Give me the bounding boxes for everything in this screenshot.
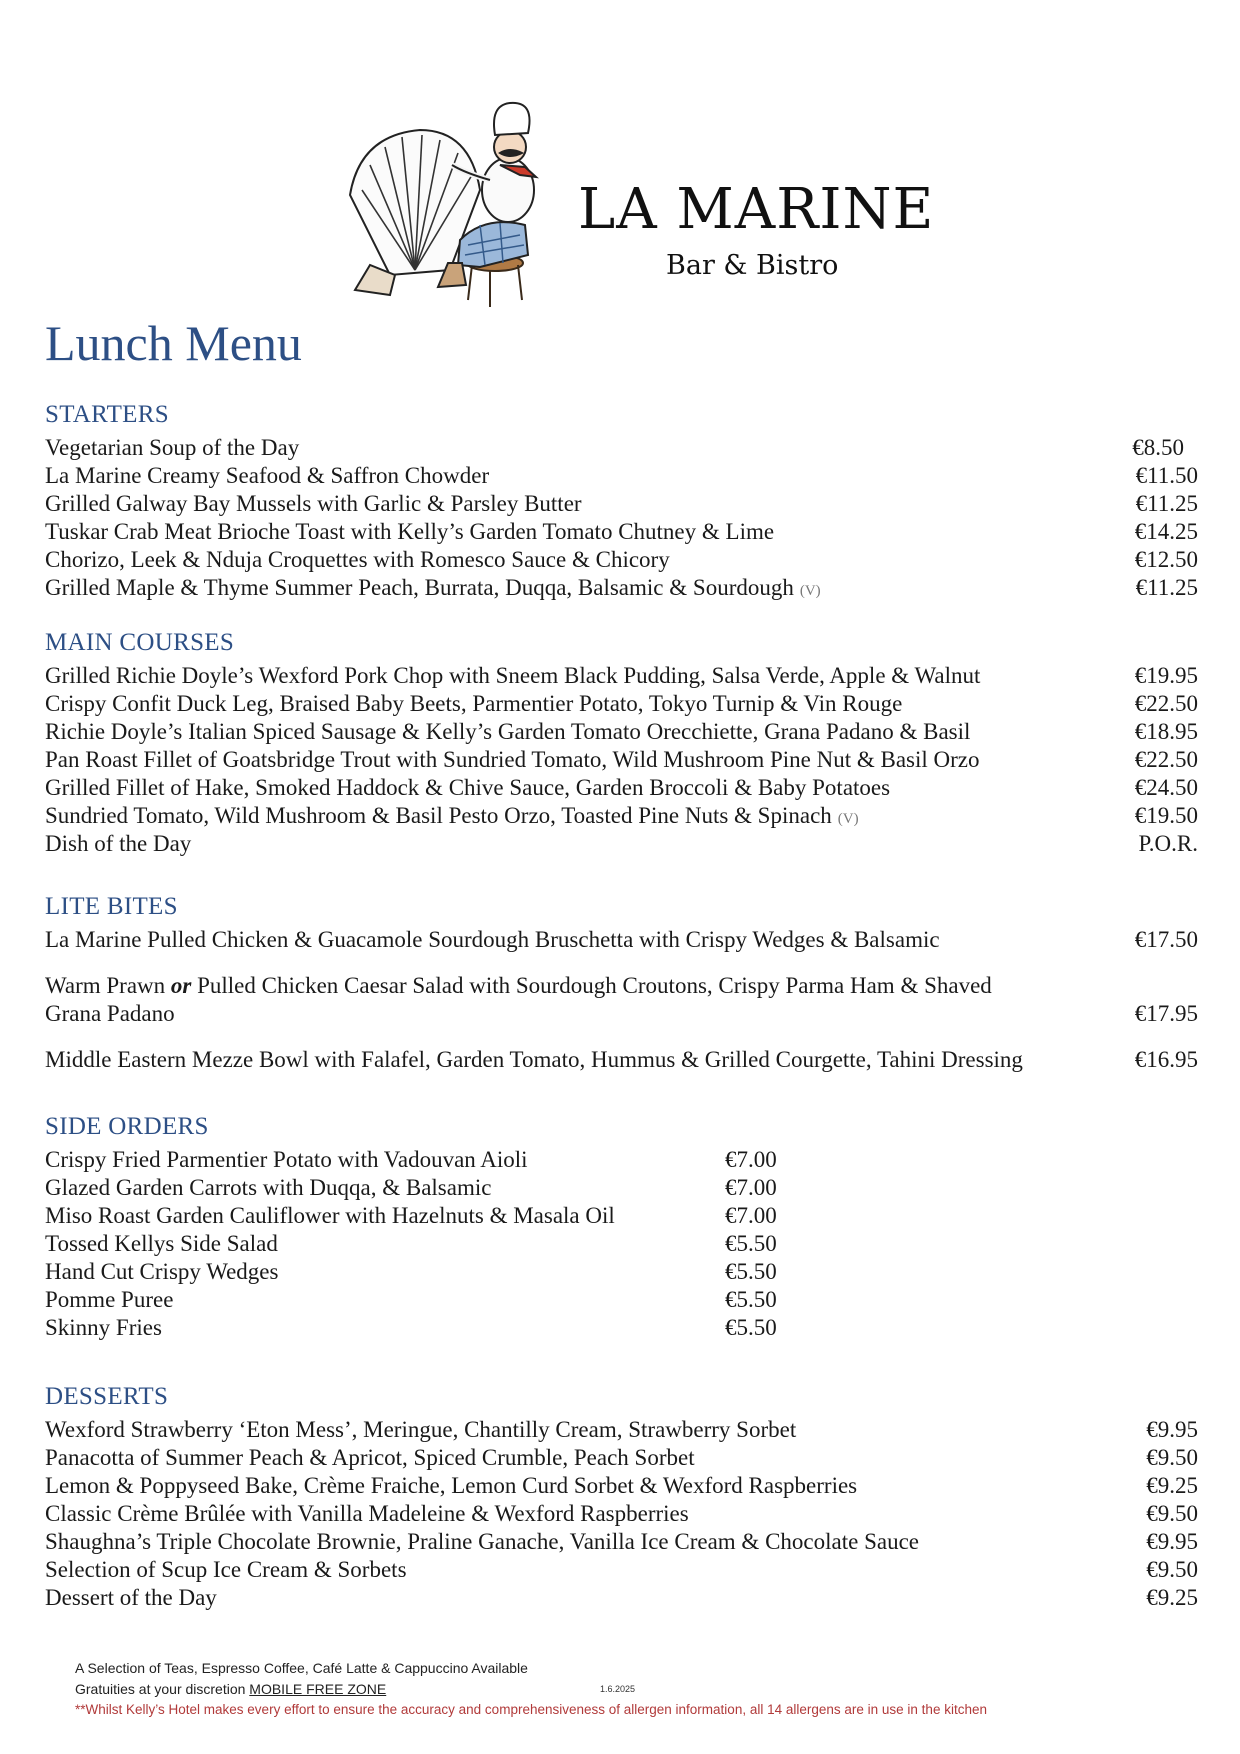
footer-gratuities	[75, 1682, 386, 1696]
menu-item	[45, 1174, 785, 1202]
menu-item	[45, 802, 1198, 830]
menu-item	[45, 574, 1198, 602]
menu-item	[45, 462, 1198, 490]
item-price: €22.50	[1134, 691, 1198, 716]
menu-item	[45, 546, 1198, 574]
item-name: Crispy Confit Duck Leg, Braised Baby Beets, Parmentier Potato, Tokyo Turnip & Vin Rouge	[45, 691, 903, 716]
menu-item	[45, 1444, 1198, 1472]
item-name-text: Grilled Maple & Thyme Summer Peach, Burrata, Duqqa, Balsamic & Sourdough	[45, 575, 794, 600]
item-name: Dessert of the Day	[45, 1585, 217, 1610]
footer-date: 1.6.2025	[600, 1684, 636, 1694]
menu-item	[45, 690, 1198, 718]
mobile-free-zone: MOBILE FREE ZONE	[249, 1681, 387, 1697]
item-price: €5.50	[725, 1315, 777, 1340]
item-price: €9.95	[1146, 1417, 1198, 1442]
menu-item	[45, 434, 1198, 462]
menu-item	[45, 830, 1198, 858]
item-price: €18.95	[1134, 719, 1198, 744]
allergen-notice: **Whilst Kelly’s Hotel makes every effort to ensure the accuracy and comprehensiveness of allergen information, all 14 allergens are in use in the kitchen	[75, 1702, 987, 1717]
item-name: Pomme Puree	[45, 1287, 174, 1312]
item-name-line-1	[45, 972, 1198, 1000]
item-name: Panacotta of Summer Peach & Apricot, Spiced Crumble, Peach Sorbet	[45, 1445, 695, 1470]
menu-item	[45, 662, 1198, 690]
item-name-line-2	[45, 1000, 1198, 1028]
item-price: €5.50	[725, 1231, 777, 1256]
menu-item	[45, 1230, 785, 1258]
item-name: La Marine Creamy Seafood & Saffron Chowder	[45, 463, 490, 488]
item-name: Skinny Fries	[45, 1315, 162, 1340]
item-price: €5.50	[725, 1287, 777, 1312]
item-price: P.O.R.	[1138, 831, 1198, 856]
item-name: Selection of Scup Ice Cream & Sorbets	[45, 1557, 407, 1582]
vegetarian-tag: (V)	[837, 811, 859, 827]
brand-name: LA MARINE	[578, 177, 935, 242]
menu-item	[45, 774, 1198, 802]
menu-item	[45, 1258, 785, 1286]
item-price: €7.00	[725, 1203, 777, 1228]
item-price: €9.50	[1146, 1501, 1198, 1526]
item-name	[45, 802, 859, 833]
item-name-part: Warm Prawn	[45, 973, 171, 998]
item-name: Classic Crème Brûlée with Vanilla Madeleine & Wexford Raspberries	[45, 1501, 689, 1526]
item-price: €8.50	[1132, 435, 1184, 460]
item-name: Pan Roast Fillet of Goatsbridge Trout with Sundried Tomato, Wild Mushroom Pine Nut & Basil Orzo	[45, 747, 980, 772]
item-price: €19.50	[1134, 803, 1198, 828]
item-name: Hand Cut Crispy Wedges	[45, 1259, 279, 1284]
menu-item	[45, 1500, 1198, 1528]
item-price: €9.95	[1146, 1529, 1198, 1554]
item-name: Middle Eastern Mezze Bowl with Falafel, Garden Tomato, Hummus & Grilled Courgette, Tahini Dressing	[45, 1047, 1023, 1072]
item-name	[45, 574, 821, 605]
brand-subtitle: Bar & Bistro	[666, 250, 839, 281]
item-price: €19.95	[1134, 663, 1198, 688]
menu-item	[45, 1584, 1198, 1612]
menu-item	[45, 1528, 1198, 1556]
item-name-part: Pulled Chicken Caesar Salad with Sourdough Croutons, Crispy Parma Ham & Shaved	[191, 973, 992, 998]
footer-beverages: A Selection of Teas, Espresso Coffee, Café Latte & Cappuccino Available	[75, 1660, 528, 1676]
item-name: Grilled Fillet of Hake, Smoked Haddock & Chive Sauce, Garden Broccoli & Baby Potatoes	[45, 775, 891, 800]
menu-item	[45, 1046, 1198, 1074]
item-name-text: Sundried Tomato, Wild Mushroom & Basil Pesto Orzo, Toasted Pine Nuts & Spinach	[45, 803, 832, 828]
item-price: €11.50	[1135, 463, 1198, 488]
item-name: Dish of the Day	[45, 831, 192, 856]
item-name: Glazed Garden Carrots with Duqqa, & Balsamic	[45, 1175, 492, 1200]
menu-item	[45, 718, 1198, 746]
menu-item	[45, 1286, 785, 1314]
item-name: Crispy Fried Parmentier Potato with Vadouvan Aioli	[45, 1147, 528, 1172]
item-price: €22.50	[1134, 747, 1198, 772]
menu-item	[45, 518, 1198, 546]
item-name: Tossed Kellys Side Salad	[45, 1231, 278, 1256]
item-price: €7.00	[725, 1147, 777, 1172]
item-name: Grilled Galway Bay Mussels with Garlic & Parsley Butter	[45, 491, 582, 516]
section-heading-side-orders: SIDE ORDERS	[45, 1113, 209, 1140]
item-price: €11.25	[1135, 491, 1198, 516]
menu-item	[45, 1314, 785, 1342]
item-name: Wexford Strawberry ‘Eton Mess’, Meringue, Chantilly Cream, Strawberry Sorbet	[45, 1417, 797, 1442]
item-name: Miso Roast Garden Cauliflower with Hazelnuts & Masala Oil	[45, 1203, 615, 1228]
menu-item	[45, 1416, 1198, 1444]
menu-title: Lunch Menu	[45, 315, 302, 371]
item-price: €5.50	[725, 1259, 777, 1284]
menu-item	[45, 1472, 1198, 1500]
menu-item	[45, 490, 1198, 518]
item-name: Lemon & Poppyseed Bake, Crème Fraiche, Lemon Curd Sorbet & Wexford Raspberries	[45, 1473, 858, 1498]
item-price: €9.25	[1146, 1585, 1198, 1610]
item-name: Vegetarian Soup of the Day	[45, 435, 300, 460]
menu-item	[45, 1202, 785, 1230]
chef-with-scallop-shell-icon	[340, 95, 570, 315]
section-heading-lite-bites: LITE BITES	[45, 893, 178, 920]
item-name: Grilled Richie Doyle’s Wexford Pork Chop with Sneem Black Pudding, Salsa Verde, Apple & Walnut	[45, 663, 981, 688]
item-price: €17.50	[1134, 927, 1198, 952]
item-price: €14.25	[1134, 519, 1198, 544]
item-price: €9.25	[1146, 1473, 1198, 1498]
menu-item	[45, 972, 1198, 1032]
menu-item	[45, 1556, 1198, 1584]
item-price: €12.50	[1134, 547, 1198, 572]
section-heading-mains: MAIN COURSES	[45, 629, 235, 656]
menu-item	[45, 746, 1198, 774]
item-name: Shaughna’s Triple Chocolate Brownie, Praline Ganache, Vanilla Ice Cream & Chocolate Sauce	[45, 1529, 919, 1554]
item-price: €7.00	[725, 1175, 777, 1200]
item-name: Tuskar Crab Meat Brioche Toast with Kelly’s Garden Tomato Chutney & Lime	[45, 519, 775, 544]
item-name-or: or	[170, 973, 192, 998]
item-name: Chorizo, Leek & Nduja Croquettes with Romesco Sauce & Chicory	[45, 547, 670, 572]
item-price: €11.25	[1135, 575, 1198, 600]
item-price: €16.95	[1134, 1047, 1198, 1072]
item-name-part: Grana Padano	[45, 1001, 175, 1026]
item-price: €24.50	[1134, 775, 1198, 800]
item-price: €9.50	[1146, 1445, 1198, 1470]
vegetarian-tag: (V)	[799, 583, 821, 599]
menu-item	[45, 926, 1198, 954]
section-heading-starters: STARTERS	[45, 401, 169, 428]
item-price: €9.50	[1146, 1557, 1198, 1582]
section-heading-desserts: DESSERTS	[45, 1383, 169, 1410]
gratuities-text: Gratuities at your discretion	[75, 1681, 250, 1697]
item-price: €17.95	[1134, 1001, 1198, 1026]
menu-item	[45, 1146, 785, 1174]
item-name: Richie Doyle’s Italian Spiced Sausage & Kelly’s Garden Tomato Orecchiette, Grana Padano & Basil	[45, 719, 971, 744]
item-name: La Marine Pulled Chicken & Guacamole Sourdough Bruschetta with Crispy Wedges & Balsamic	[45, 927, 940, 952]
